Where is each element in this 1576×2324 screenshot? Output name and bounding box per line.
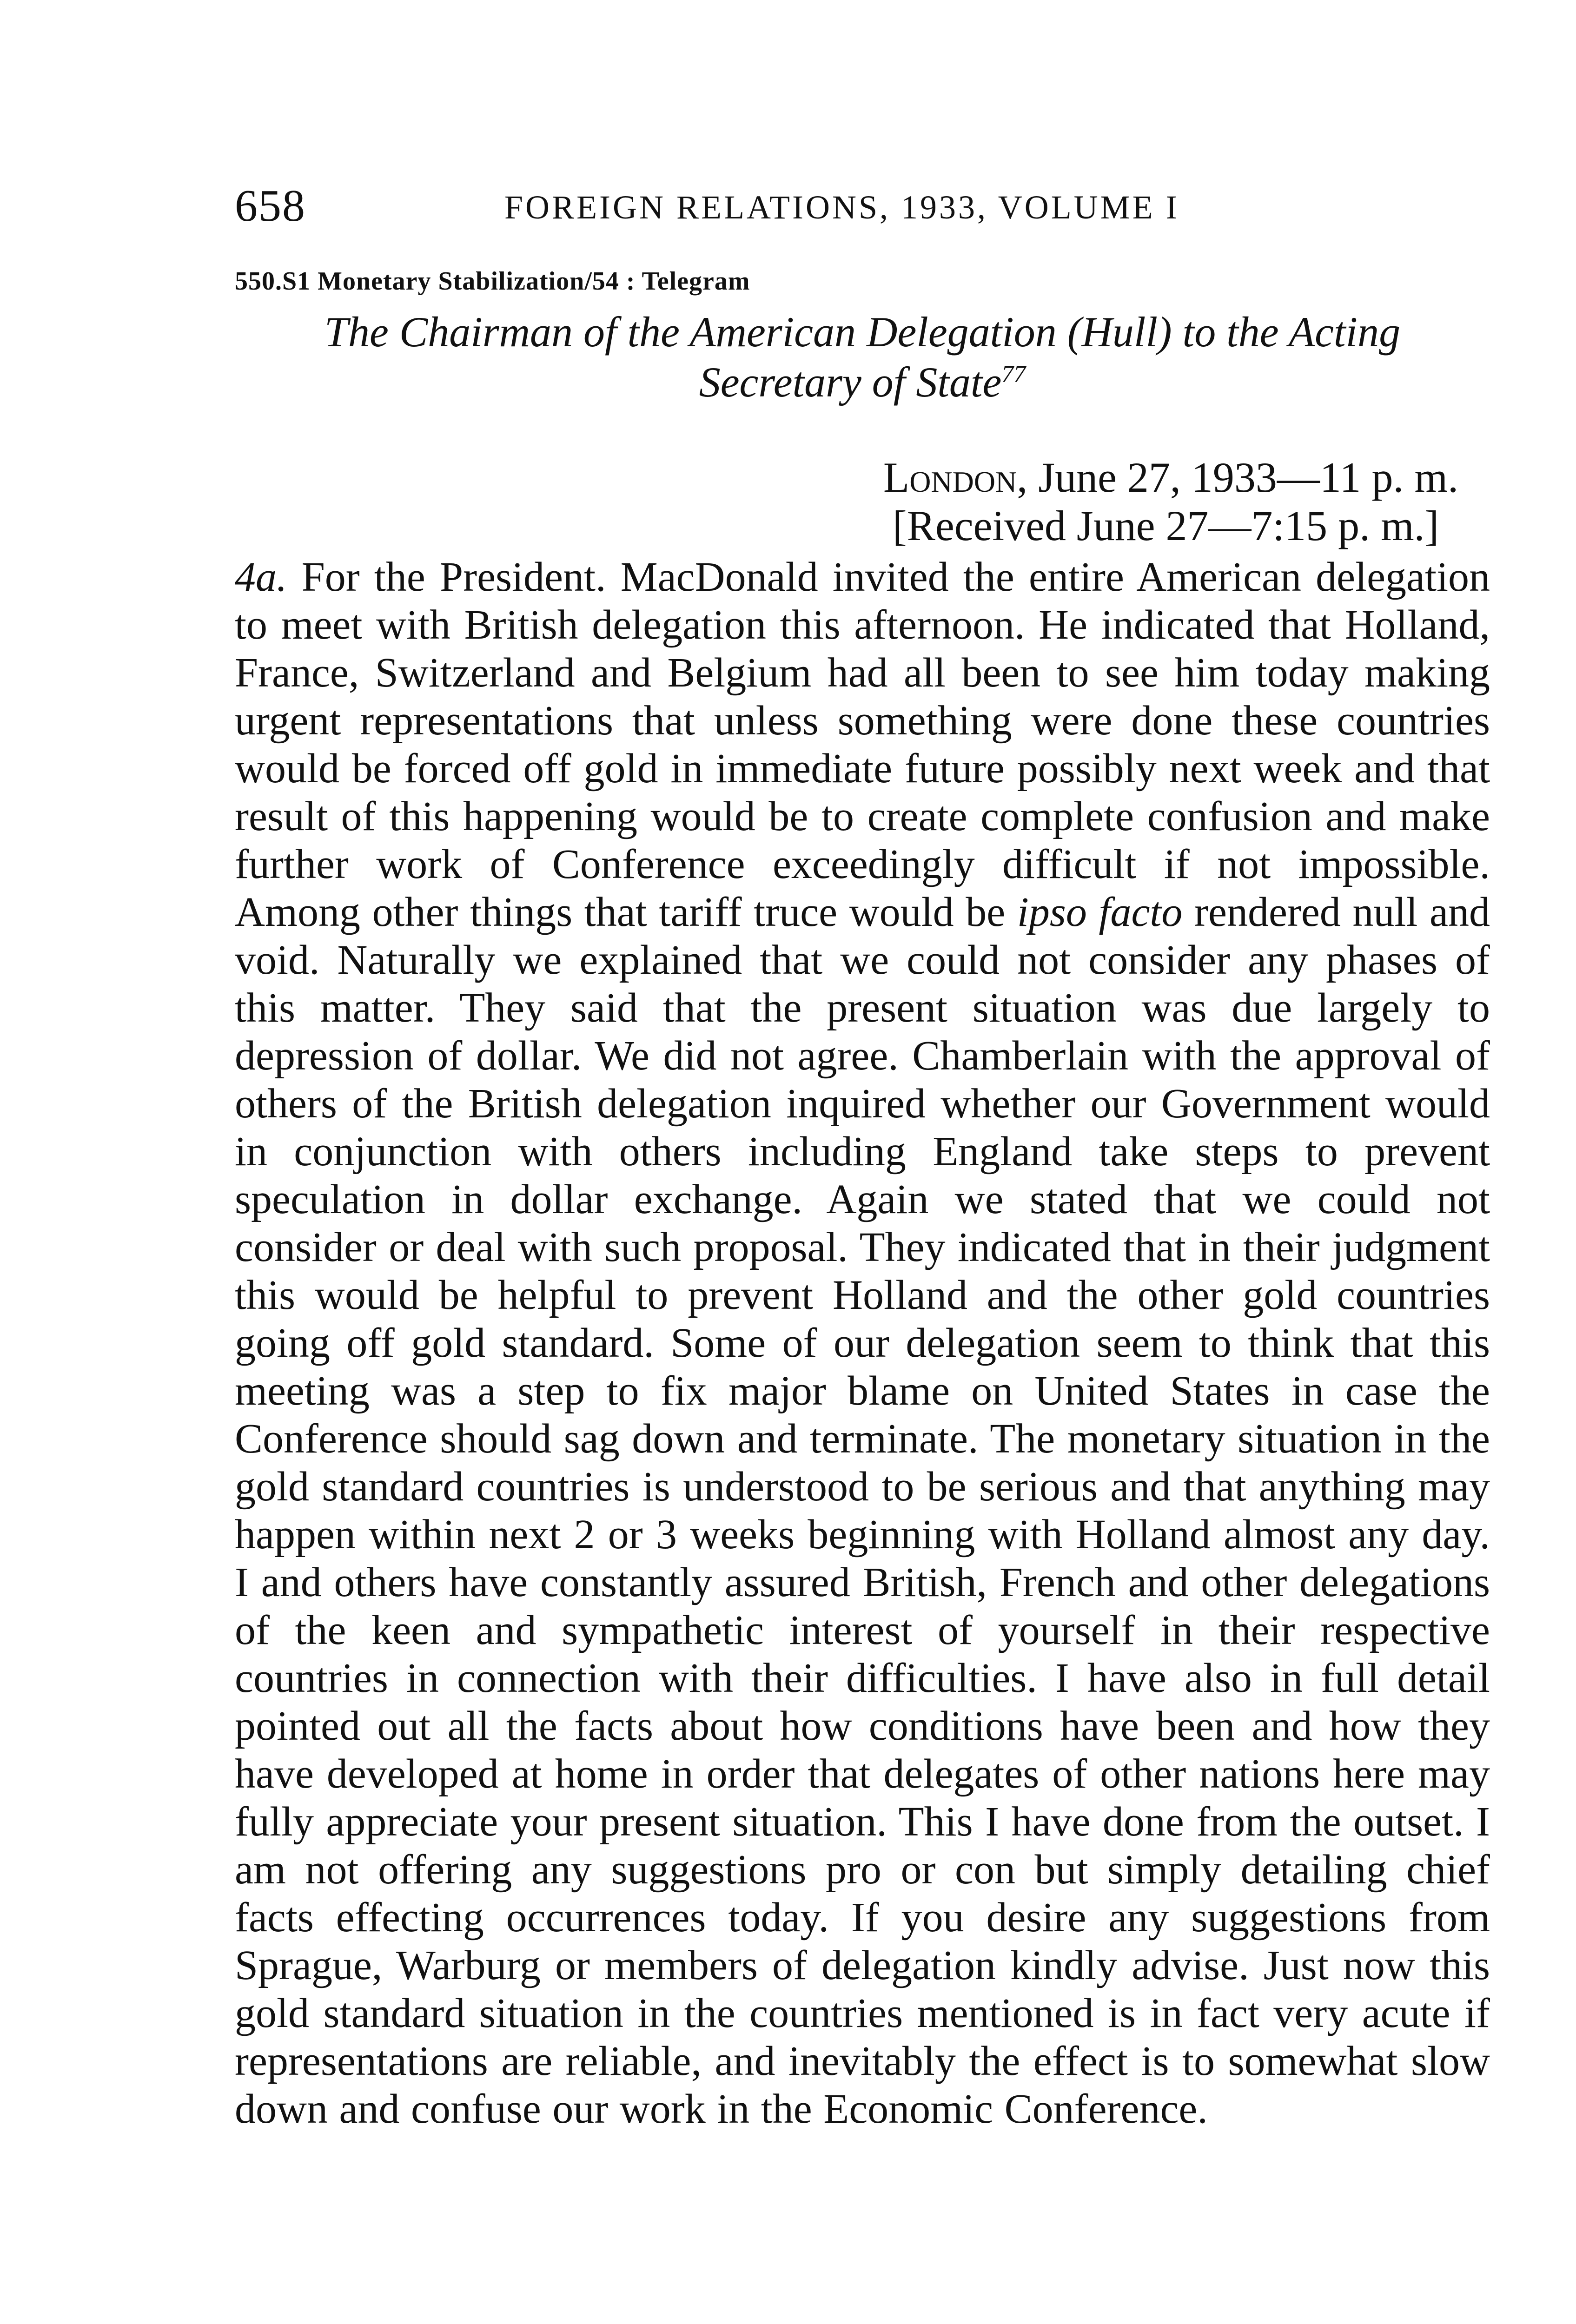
document-title [235,307,1490,407]
title-line-2-text: Secretary of State [699,358,1002,406]
running-head [235,180,1490,231]
dateline-place: London, [883,454,1028,501]
dateline-received: [Received June 27—7:15 p. m.] [893,502,1439,549]
paragraph-number: 4a. [235,554,287,600]
dateline-sent [883,453,1458,502]
page-number: 658 [235,181,306,231]
dateline [883,453,1458,550]
addressee: For the President. [301,554,606,600]
latin-phrase: ipso facto [1017,889,1183,935]
title-line-2 [235,357,1490,407]
title-footnote-ref: 77 [1001,361,1026,388]
dateline-date: June 27, 1933—11 p. m. [1038,454,1459,501]
telegram-body [235,553,1490,2133]
body-text-part-2: rendered null and void. Naturally we explained that we could not consider any phases of this matter. They said that the present situation was due largely to depression of dollar. We did not agree. Chamberlain with the approval of others of the British delegation inquired whether our Government would in conjunction with others including England take steps to prevent speculation in dollar exchange. Again we stated that we could not consider or deal with such proposal. They indicated that in their judgment this would be helpful to prevent Holland and the other gold countries going off gold standard. Some of our delegation seem to think that this meeting was a step to fix major blame on United States in case the Conference should sag down and terminate. The monetary situation in the gold standard countries is understood to be serious and that anything may happen within next 2 or 3 weeks beginning with Holland almost any day. I and others have constantly assured British, French and other delegations of the keen and sympathetic interest of yourself in their respective countries in connection with their difficulties. I have also in full detail pointed out all the facts about how conditions have been and how they have developed at home in order that delegates of other nations here may fully appreciate your present situation. This I have done from the outset. I am not offering any suggestions pro or con but simply detailing chief facts effecting occurrences today. If you desire any suggestions from Sprague, Warburg or members of delegation kindly advise. Just now this gold standard situation in the countries mentioned is in fact very acute if representations are reliable, and inevitably the effect is to somewhat slow down and confuse our work in the Economic Conference. [235,889,1490,2132]
body-text-part-1: MacDonald invited the entire American delegation to meet with British delegation this afternoon. He indicated that Holland, France, Switzerland and Belgium had all been to see him today making urgent representations that unless something were done these countries would be forced off gold in immediate future possibly next week and that result of this happening would be to create complete confusion and make further work of Conference exceedingly difficult if not impossible. Among other things that tariff truce would be [235,554,1490,935]
file-reference: 550.S1 Monetary Stabilization/54 : Telegram [235,267,750,296]
running-title: FOREIGN RELATIONS, 1933, VOLUME I [504,189,1179,226]
title-line-1: The Chairman of the American Delegation (Hull) to the Acting [324,308,1401,356]
